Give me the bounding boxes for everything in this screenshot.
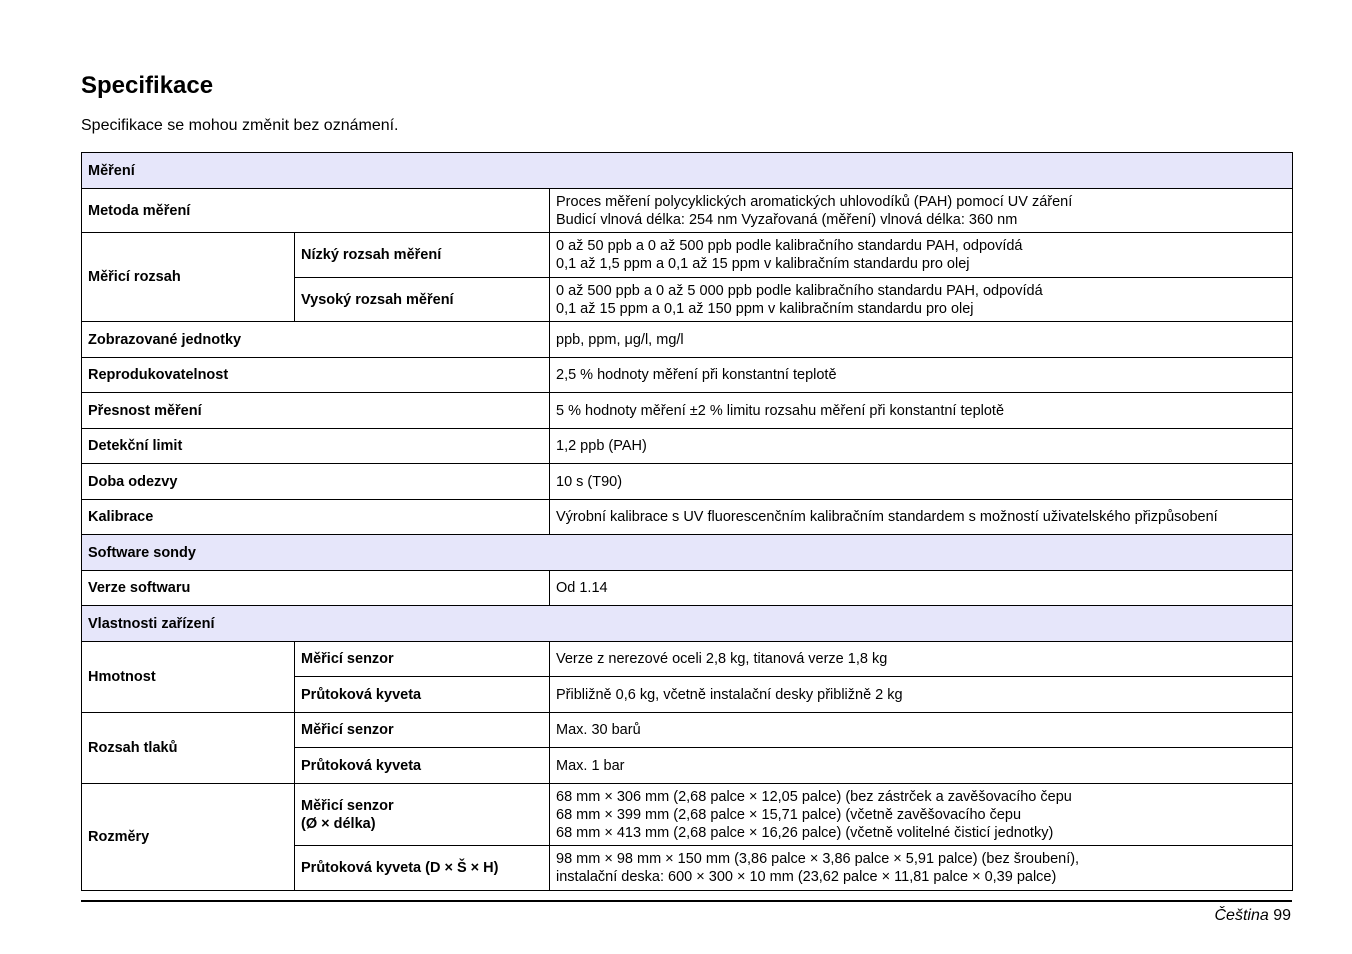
section-header-measurement: Měření (82, 153, 1293, 189)
row-value-units: ppb, ppm, μg/l, mg/l (550, 322, 1293, 358)
sub-label-range-high: Vysoký rozsah měření (295, 278, 550, 322)
specifications-table (81, 152, 1293, 891)
row-label-units: Zobrazované jednotky (82, 322, 550, 358)
row-label-detection: Detekční limit (82, 429, 550, 464)
value-line: 0,1 až 1,5 ppm a 0,1 až 15 ppm v kalibračním standardu pro olej (556, 256, 970, 272)
sub-label-pressure-sensor: Měřicí senzor (295, 713, 550, 748)
sub-label-dims-cell: Průtoková kyveta (D × Š × H) (295, 846, 550, 891)
row-value-method (550, 189, 1293, 233)
row-label-response: Doba odezvy (82, 464, 550, 500)
table-row-range-low (82, 233, 1293, 278)
row-value-pressure-sensor: Max. 30 barů (550, 713, 1293, 748)
row-value-software-version: Od 1.14 (550, 571, 1293, 606)
value-line: 68 mm × 306 mm (2,68 palce × 12,05 palce) (bez zástrček a zavěšovacího čepu (556, 788, 1072, 805)
sub-label-weight-sensor: Měřicí senzor (295, 642, 550, 677)
row-value-pressure-cell: Max. 1 bar (550, 748, 1293, 784)
row-value-accuracy: 5 % hodnoty měření ±2 % limitu rozsahu měření při konstantní teplotě (550, 393, 1293, 429)
row-label-dimensions: Rozměry (82, 784, 295, 891)
value-line: 98 mm × 98 mm × 150 mm (3,86 palce × 3,86 palce × 5,91 palce) (bez šroubení), (556, 851, 1080, 867)
value-line: 68 mm × 399 mm (2,68 palce × 15,71 palce) (včetně zavěšovacího čepu (556, 806, 1022, 823)
table-row-calibration (82, 500, 1293, 535)
section-row-software (82, 535, 1293, 571)
row-value-range-low (550, 233, 1293, 278)
row-label-range: Měřicí rozsah (82, 233, 295, 322)
section-header-device: Vlastnosti zařízení (82, 606, 1293, 642)
table-row-units (82, 322, 1293, 358)
row-label-software-version: Verze softwaru (82, 571, 550, 606)
value-line: 0 až 500 ppb a 0 až 5 000 ppb podle kalibračního standardu PAH, odpovídá (556, 282, 1043, 299)
row-label-weight: Hmotnost (82, 642, 295, 713)
value-line: 0 až 50 ppb a 0 až 500 ppb podle kalibračního standardu PAH, odpovídá (556, 238, 1023, 254)
row-value-reproducibility: 2,5 % hodnoty měření při konstantní teplotě (550, 358, 1293, 393)
label-line: (Ø × délka) (301, 815, 376, 832)
sub-label-weight-cell: Průtoková kyveta (295, 677, 550, 713)
row-label-reproducibility: Reprodukovatelnost (82, 358, 550, 393)
page-footer (1215, 907, 1292, 925)
row-label-pressure: Rozsah tlaků (82, 713, 295, 784)
row-value-dims-sensor (550, 784, 1293, 846)
section-row-measurement (82, 153, 1293, 189)
table-row-detection (82, 429, 1293, 464)
page-title: Specifikace (81, 72, 214, 99)
page-subtitle: Specifikace se mohou změnit bez oznámení. (81, 117, 399, 134)
footer-language: Čeština (1214, 907, 1269, 924)
footer-divider (81, 900, 1292, 902)
table-row-dims-sensor (82, 784, 1293, 846)
row-value-dims-cell (550, 846, 1293, 891)
value-line: Proces měření polycyklických aromatických uhlovodíků (PAH) pomocí UV záření (556, 193, 1073, 210)
row-value-calibration: Výrobní kalibrace s UV fluorescenčním kalibračním standardem s možností uživatelského přizpůsobení (550, 500, 1293, 535)
row-value-weight-cell: Přibližně 0,6 kg, včetně instalační desky přibližně 2 kg (550, 677, 1293, 713)
value-line: 0,1 až 15 ppm a 0,1 až 150 ppm v kalibračním standardu pro olej (556, 300, 974, 317)
table-row-pressure-sensor (82, 713, 1293, 748)
section-header-software: Software sondy (82, 535, 1293, 571)
table-row-response (82, 464, 1293, 500)
table-row-software-version (82, 571, 1293, 606)
label-line: Měřicí senzor (301, 797, 394, 814)
sub-label-dims-sensor (295, 784, 550, 846)
value-line: 68 mm × 413 mm (2,68 palce × 16,26 palce) (včetně volitelné čisticí jednotky) (556, 824, 1054, 841)
table-row-accuracy (82, 393, 1293, 429)
row-label-calibration: Kalibrace (82, 500, 550, 535)
table-row-method (82, 189, 1293, 233)
table-row-weight-sensor (82, 642, 1293, 677)
sub-label-pressure-cell: Průtoková kyveta (295, 748, 550, 784)
sub-label-range-low: Nízký rozsah měření (295, 233, 550, 278)
row-value-range-high (550, 278, 1293, 322)
section-row-device (82, 606, 1293, 642)
value-line: instalační deska: 600 × 300 × 10 mm (23,62 palce × 11,81 palce × 0,39 palce) (556, 869, 1057, 885)
row-value-weight-sensor: Verze z nerezové oceli 2,8 kg, titanová verze 1,8 kg (550, 642, 1293, 677)
row-label-method: Metoda měření (82, 189, 550, 233)
value-line: Budicí vlnová délka: 254 nm Vyzařovaná (měření) vlnová délka: 360 nm (556, 211, 1018, 228)
row-value-detection: 1,2 ppb (PAH) (550, 429, 1293, 464)
row-label-accuracy: Přesnost měření (82, 393, 550, 429)
table-row-reproducibility (82, 358, 1293, 393)
footer-page-number: 99 (1273, 907, 1291, 924)
row-value-response: 10 s (T90) (550, 464, 1293, 500)
